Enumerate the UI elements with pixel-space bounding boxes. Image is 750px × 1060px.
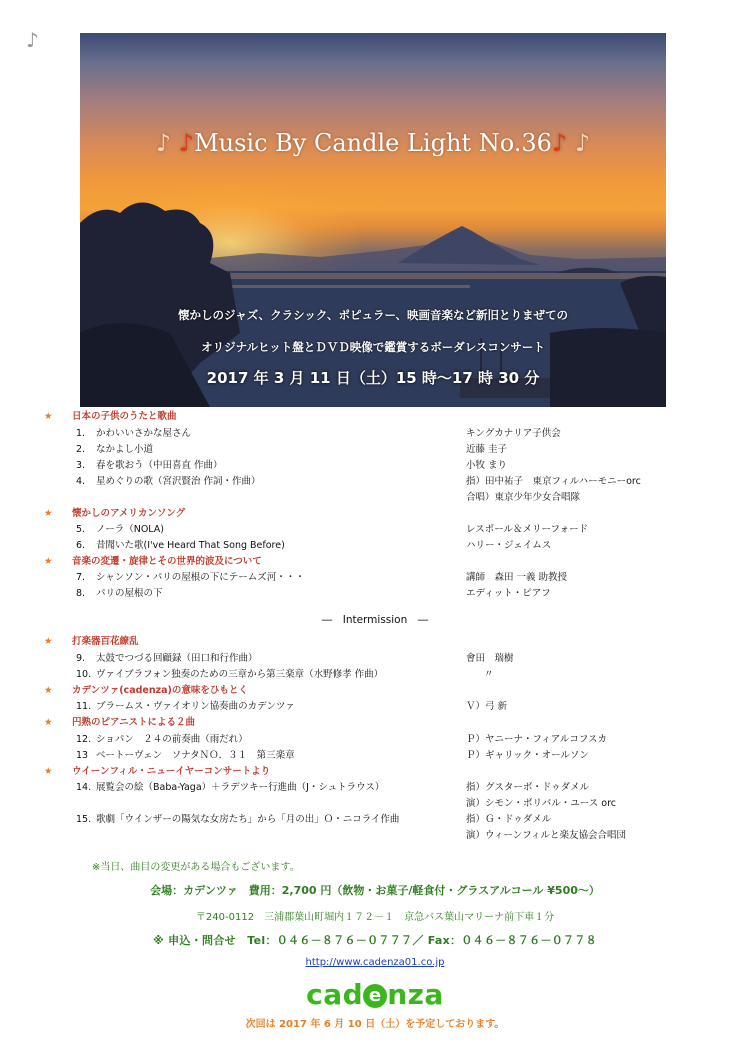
performer: エディット・ピアフ (466, 588, 551, 599)
performer: 會田 瑞樹 (466, 653, 514, 664)
note-outer-right: ♪ (574, 129, 591, 157)
star-icon: ★ (44, 766, 53, 777)
performer: Ｖ）弓 新 (466, 701, 508, 712)
star-icon: ★ (44, 556, 53, 567)
cadenza-logo: cad e nza (306, 978, 444, 1011)
section-heading (44, 508, 185, 520)
star-icon: ★ (44, 685, 53, 696)
performer: ハリー・ジェイムス (466, 540, 552, 551)
performer: 演）ウィーンフィルと楽友協会合唱団 (466, 830, 626, 841)
list-item: 9. 太鼓でつづる回顧録（田口和行作曲） (76, 653, 258, 664)
list-item: 10. ヴァイブラフォン独奏のための三章から第三楽章（水野修孝 作曲） (76, 669, 384, 680)
hero-tagline-1: 懐かしのジャズ、クラシック、ポピュラー、映画音楽など新旧とりまぜての (178, 308, 568, 322)
section-title: ウイーンフィル・ニューイヤーコンサートより (72, 766, 271, 777)
section-heading (44, 717, 195, 729)
section-title: 音楽の変遷・旋律とその世界的波及について (72, 556, 262, 567)
list-item: 3. 春を歌おう（中田喜直 作曲） (76, 460, 223, 471)
title-text: Music By Candle Light No.36 (194, 129, 552, 157)
performer: 指）Ｇ・ドゥダメル (466, 814, 552, 825)
performer: 小牧 まり (466, 460, 508, 471)
list-item: 14. 展覧会の絵（Baba-Yaga）＋ラデツキー行進曲（J・シュトラウス） (76, 782, 385, 793)
section-heading (44, 411, 177, 423)
venue-fee: 会場：カデンツァ 費用：2,700 円（飲物・お菓子/軽食付・グラスアルコール ¥500～） (150, 884, 600, 897)
next-event: 次回は 2017 年 6 月 10 日（土）を予定しております。 (245, 1019, 505, 1030)
section-title: 懐かしのアメリカンソング (72, 508, 186, 519)
list-item: 6. 昔聞いた歌(I've Heard That Song Before) (76, 540, 285, 551)
list-item: 1. かわいいさかな屋さん (76, 428, 192, 439)
section-title: カデンツァ(cadenza)の意味をひもとく (72, 685, 248, 696)
list-item: 4. 星めぐりの歌（宮沢賢治 作詞・作曲） (76, 476, 261, 487)
list-item: 8. パリの屋根の下 (76, 588, 163, 599)
event-date: 2017 年 3 月 11 日（土）15 時～17 時 30 分 (206, 369, 540, 387)
performer: 指）グスターボ・ドゥダメル (466, 782, 590, 793)
hero-tagline-2: オリジナルヒット盤とＤＶＤ映像で鑑賞するボーダレスコンサート (201, 340, 545, 354)
hero-title (80, 129, 666, 157)
list-item: 13 ベートーヴェン ソナタＮＯ．３１ 第三楽章 (76, 750, 295, 761)
performer: 〃 (484, 669, 494, 680)
star-icon: ★ (44, 717, 53, 728)
performer: Ｐ）ギャリック・オールソン (466, 750, 589, 761)
list-item: 11. ブラームス・ヴァイオリン協奏曲のカデンツァ (76, 701, 295, 712)
section-heading (44, 556, 262, 568)
website-link[interactable]: http://www.cadenza01.co.jp (305, 957, 445, 968)
section-heading (44, 766, 270, 778)
performer: 近藤 圭子 (466, 444, 508, 455)
list-item: 2. なかよし小道 (76, 444, 154, 455)
note-outer-left: ♪ (155, 129, 172, 157)
hero-sunset-image (80, 33, 666, 407)
section-heading (44, 685, 248, 697)
section-title: 日本の子供のうたと歌曲 (72, 411, 177, 422)
star-icon: ★ (44, 636, 53, 647)
section-title: 円熟のピアニストによる２曲 (72, 717, 196, 728)
list-item: 12. ショパン ２４の前奏曲（雨だれ） (76, 734, 248, 745)
section-title: 打楽器百花繚乱 (72, 636, 139, 647)
logo-e-mark: e (363, 984, 387, 1008)
change-notice: ※当日、曲目の変更がある場合もございます。 (92, 862, 300, 873)
note-inner-left: ♪ (178, 129, 195, 157)
list-item: 7. シャンソン・パリの屋根の下にテームズ河・・・ (76, 572, 305, 583)
list-item: 15. 歌劇「ウインザーの陽気な女房たち」から「月の出」Ｏ・ニコライ作曲 (76, 814, 400, 825)
performer: 講師 森田 一義 助教授 (466, 572, 568, 583)
performer: キングカナリア子供会 (466, 428, 561, 439)
star-icon: ★ (44, 508, 53, 519)
performer: レスポール＆メリーフォード (466, 524, 589, 535)
star-icon: ★ (44, 411, 53, 422)
performer: 演）シモン・ボリバル・ユース orc (466, 798, 616, 809)
section-heading (44, 636, 139, 648)
music-note-icon: ♪ (26, 28, 39, 52)
note-inner-right: ♪ (551, 129, 568, 157)
address: 〒240-0112 三浦郡葉山町堀内１７２－１ 京急バス葉山マリーナ前下車１分 (195, 912, 555, 923)
intermission: ― Intermission ― (321, 614, 429, 626)
performer: Ｐ）ヤニーナ・フィアルコフスカ (466, 734, 607, 745)
performer: 合唱）東京少年少女合唱隊 (466, 492, 581, 503)
list-item: 5. ノーラ（NOLA) (76, 524, 165, 535)
performer: 指）田中祐子 東京フィルハーモニーorc (466, 476, 641, 487)
contact-info: ※ 申込・問合せ Tel：０４６－８７６－０７７７／ Fax：０４６－８７６－０７７８ (153, 934, 597, 947)
